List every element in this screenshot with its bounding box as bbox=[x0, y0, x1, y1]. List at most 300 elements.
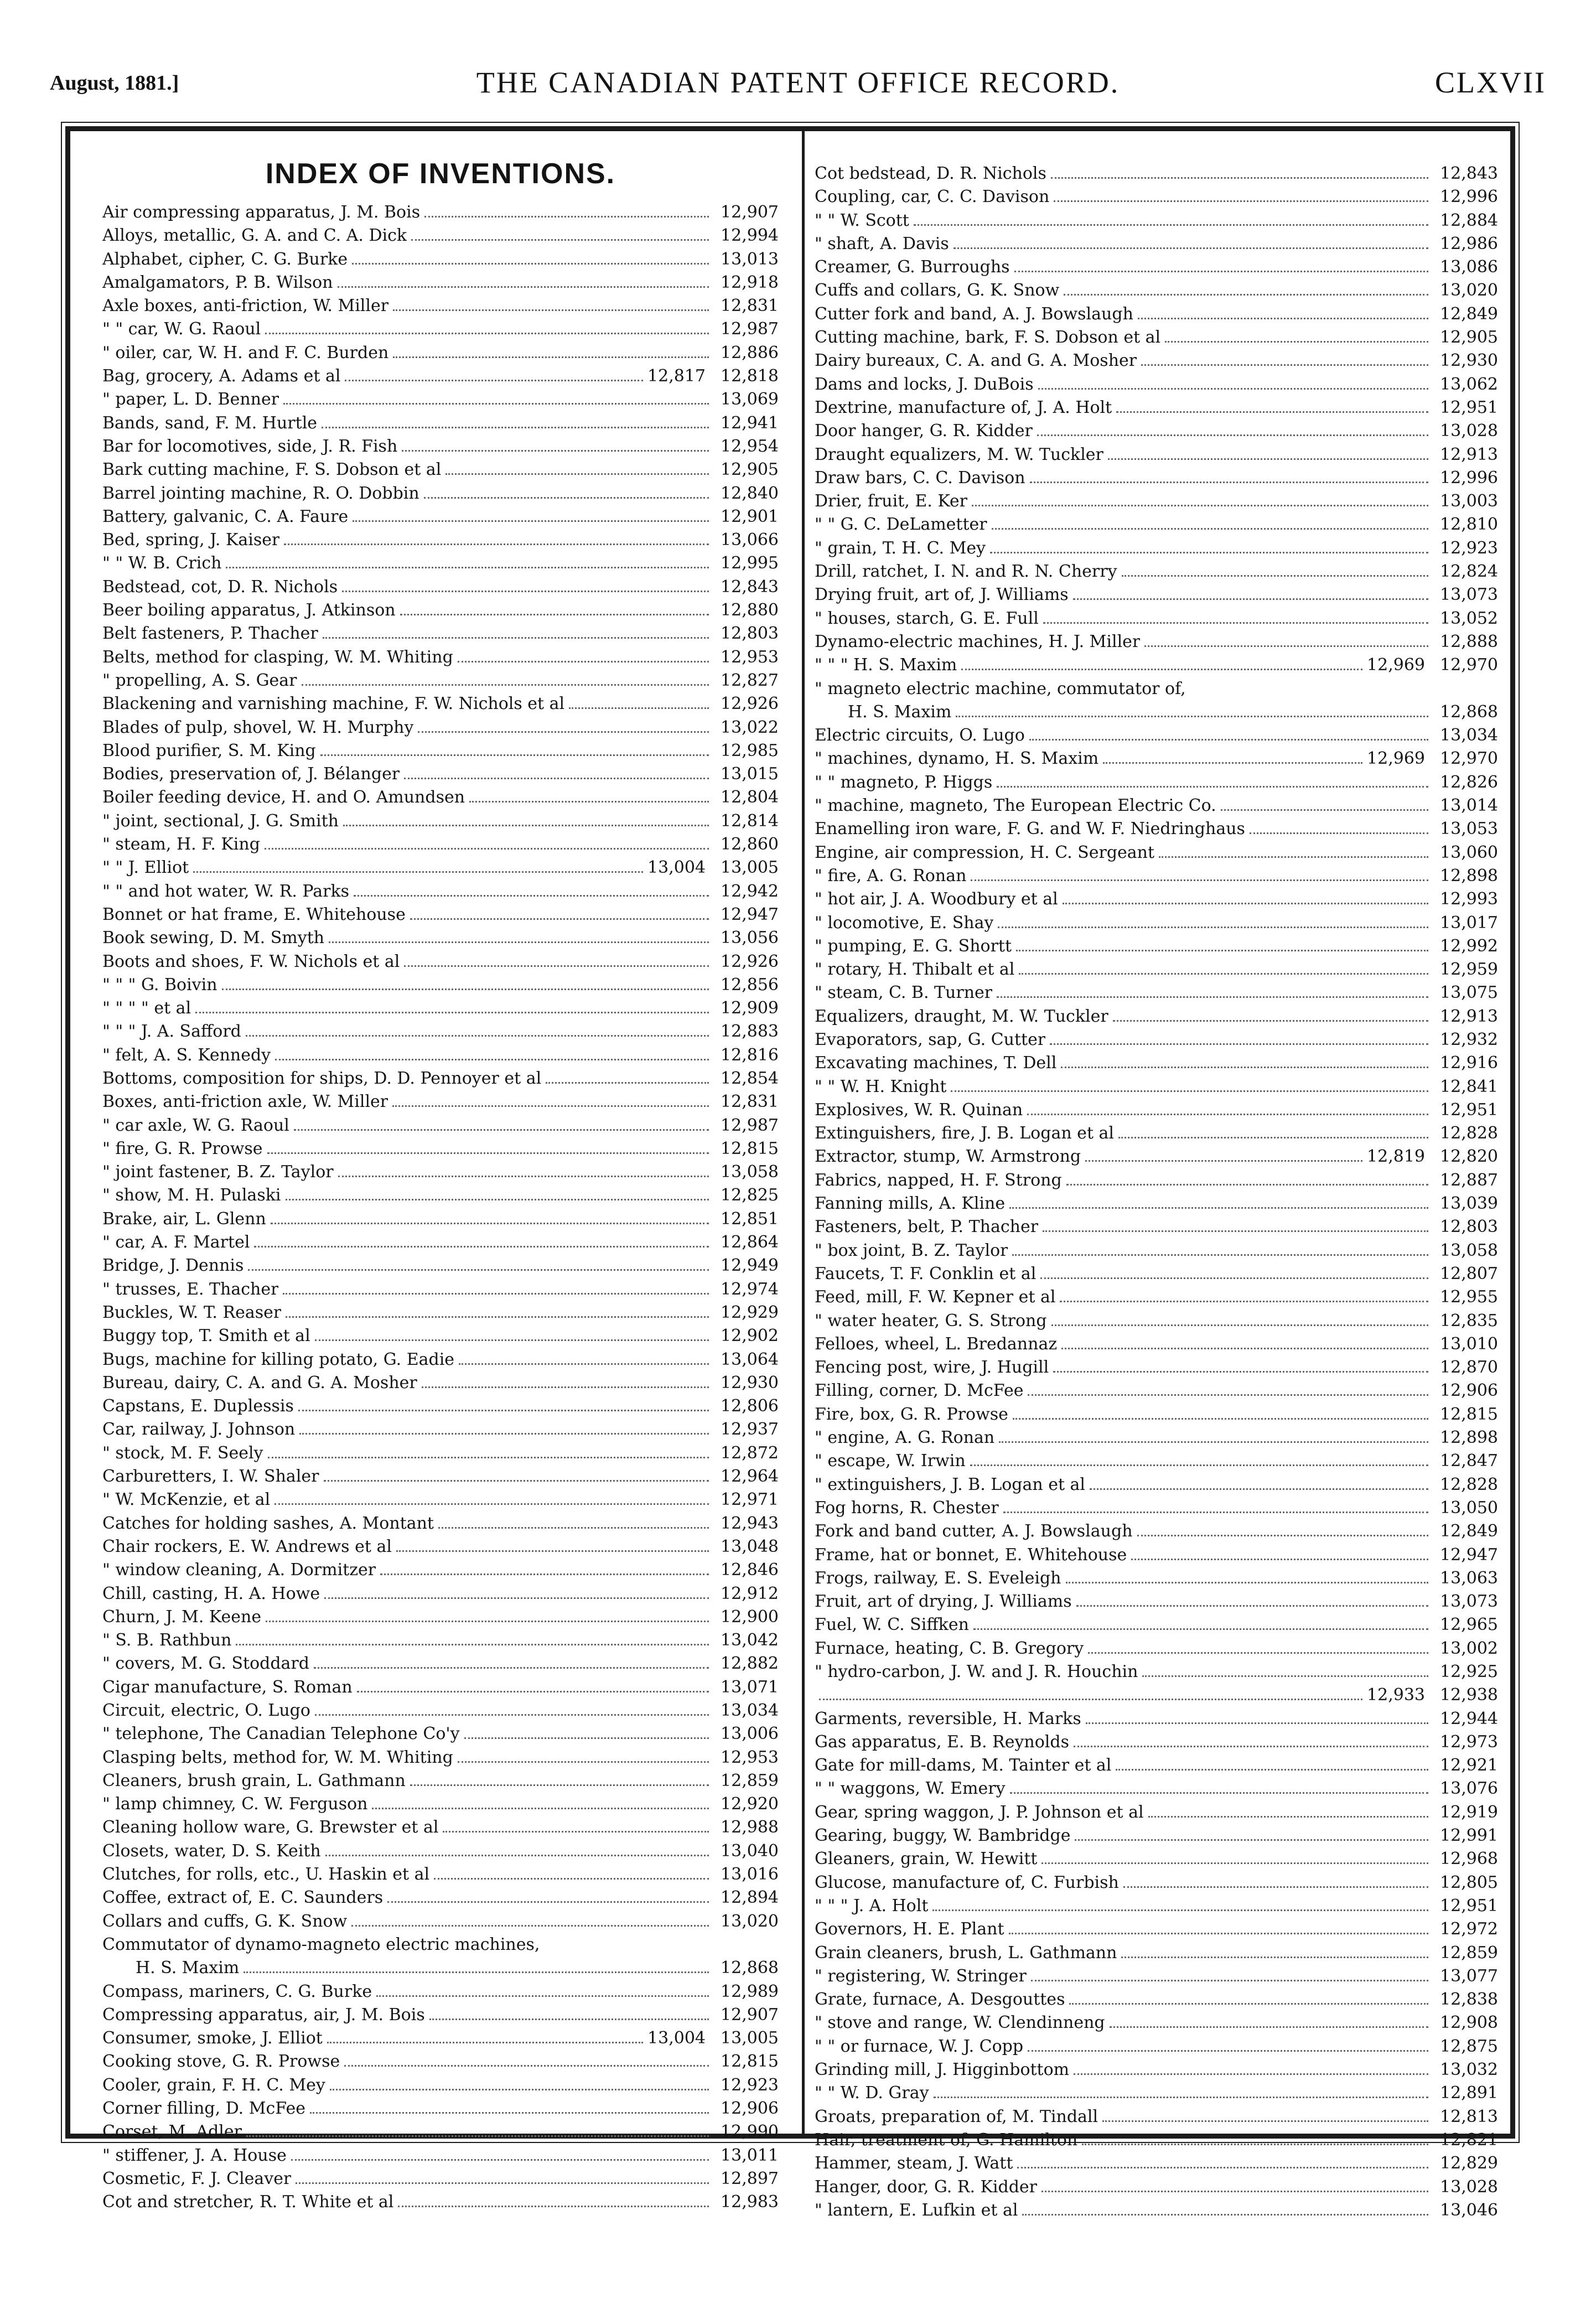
entry-patent-number: 13,062 bbox=[1440, 374, 1498, 394]
index-entry bbox=[102, 833, 779, 856]
entry-text: Corner filling, D. McFee bbox=[102, 2099, 305, 2119]
dot-leader bbox=[1066, 1184, 1428, 1186]
dot-leader bbox=[1009, 1933, 1428, 1934]
dot-leader bbox=[1014, 271, 1428, 272]
index-entry bbox=[102, 692, 779, 716]
entry-patent-number: 13,075 bbox=[1440, 983, 1498, 1003]
index-entry bbox=[102, 1886, 779, 1909]
entry-text: Alloys, metallic, G. A. and C. A. Dick bbox=[102, 226, 407, 246]
entry-patent-number: 12,868 bbox=[721, 1958, 779, 1978]
entry-text: " " or furnace, W. J. Copp bbox=[815, 2036, 1024, 2056]
entry-patent-number: 12,818 bbox=[721, 366, 779, 386]
index-entry bbox=[815, 1637, 1498, 1660]
index-entry bbox=[815, 654, 1498, 677]
dot-leader bbox=[1017, 2167, 1428, 2168]
index-entry bbox=[815, 1310, 1498, 1333]
entry-patent-number: 12,810 bbox=[1440, 515, 1498, 535]
entry-text: Belt fasteners, P. Thacher bbox=[102, 624, 318, 644]
entry-patent-number: 13,013 bbox=[721, 249, 779, 269]
entry-text: " W. McKenzie, et al bbox=[102, 1490, 271, 1510]
entry-patent-number: 12,882 bbox=[721, 1654, 779, 1674]
entry-patent-number: 12,965 bbox=[1440, 1615, 1498, 1635]
entry-patent-number: 12,806 bbox=[721, 1396, 779, 1416]
dot-leader bbox=[1103, 762, 1362, 764]
entry-text: Boiler feeding device, H. and O. Amundsen bbox=[102, 788, 465, 808]
entry-text: " car axle, W. G. Raoul bbox=[102, 1115, 289, 1135]
entry-patent-number: 12,887 bbox=[1440, 1170, 1498, 1190]
entry-text: " " " G. Boivin bbox=[102, 975, 217, 995]
dot-leader bbox=[404, 778, 709, 779]
dot-leader bbox=[393, 309, 709, 311]
dot-leader bbox=[283, 403, 709, 405]
entry-text: " " " H. S. Maxim bbox=[815, 655, 957, 675]
entry-patent-number: 12,974 bbox=[721, 1279, 779, 1299]
dot-leader bbox=[956, 716, 1428, 717]
entry-patent-number: 12,886 bbox=[721, 343, 779, 363]
dot-leader bbox=[1082, 2144, 1428, 2145]
dot-leader bbox=[195, 1012, 709, 1013]
entry-text: Boots and shoes, F. W. Nichols et al bbox=[102, 951, 400, 971]
index-entry bbox=[815, 1801, 1498, 1824]
entry-text: Car, railway, J. Johnson bbox=[102, 1420, 296, 1440]
index-entry bbox=[102, 1137, 779, 1161]
entry-text: Fork and band cutter, A. J. Bowslaugh bbox=[815, 1521, 1133, 1541]
index-entry bbox=[102, 1840, 779, 1863]
dot-leader bbox=[1074, 1746, 1428, 1747]
entry-patent-number: 13,034 bbox=[1440, 726, 1498, 746]
entry-patent-number: 12,947 bbox=[1440, 1545, 1498, 1565]
dot-leader bbox=[248, 1269, 709, 1271]
entry-text: Door hanger, G. R. Kidder bbox=[815, 421, 1033, 441]
entry-text: " window cleaning, A. Dormitzer bbox=[102, 1560, 376, 1580]
entry-text: Bands, sand, F. M. Hurtle bbox=[102, 413, 318, 433]
dot-leader bbox=[236, 1644, 709, 1645]
entry-text: " " waggons, W. Emery bbox=[815, 1779, 1006, 1799]
index-entry bbox=[815, 2129, 1498, 2152]
entry-text: Amalgamators, P. B. Wilson bbox=[102, 272, 333, 292]
dot-leader bbox=[914, 224, 1428, 226]
dot-leader bbox=[1221, 809, 1428, 811]
index-entry bbox=[815, 677, 1498, 701]
index-entry bbox=[102, 1278, 779, 1301]
index-entry bbox=[102, 1090, 779, 1114]
index-entry bbox=[815, 1590, 1498, 1613]
entry-text: Evaporators, sap, G. Cutter bbox=[815, 1029, 1046, 1049]
entry-text: Hammer, steam, J. Watt bbox=[815, 2154, 1013, 2173]
index-entry bbox=[815, 209, 1498, 232]
index-entry bbox=[815, 373, 1498, 396]
index-entry bbox=[102, 974, 779, 997]
index-entry bbox=[102, 1465, 779, 1488]
entry-patent-number: 12,854 bbox=[721, 1068, 779, 1088]
dot-leader bbox=[1116, 1769, 1428, 1771]
index-entry bbox=[102, 412, 779, 435]
index-entry bbox=[102, 880, 779, 903]
dot-leader bbox=[1110, 2026, 1428, 2028]
entry-text: Corset, M. Adler bbox=[102, 2122, 242, 2142]
dot-leader bbox=[330, 2089, 709, 2090]
entry-patent-number: 12,814 bbox=[721, 811, 779, 831]
index-entry bbox=[102, 1816, 779, 1839]
index-entry bbox=[102, 1769, 779, 1793]
entry-patent-number: 12,870 bbox=[1440, 1358, 1498, 1378]
index-entry bbox=[102, 1582, 779, 1606]
entry-patent-number: 12,816 bbox=[721, 1045, 779, 1065]
entry-patent-number: 13,032 bbox=[1440, 2060, 1498, 2080]
entry-patent-number: 12,995 bbox=[721, 553, 779, 573]
entry-patent-number: 13,002 bbox=[1440, 1638, 1498, 1658]
entry-patent-number: 12,838 bbox=[1440, 1990, 1498, 2010]
entry-patent-number: 12,983 bbox=[721, 2192, 779, 2212]
entry-text: " hydro-carbon, J. W. and J. R. Houchin bbox=[815, 1662, 1138, 1681]
entry-text: Frogs, railway, E. S. Eveleigh bbox=[815, 1568, 1061, 1588]
entry-text: Fuel, W. C. Siffken bbox=[815, 1615, 969, 1635]
entry-patent-number: 13,022 bbox=[721, 717, 779, 737]
entry-patent-number: 12,849 bbox=[1440, 1521, 1498, 1541]
entry-text: Compressing apparatus, air, J. M. Bois bbox=[102, 2005, 425, 2025]
entry-patent-number: 12,944 bbox=[1440, 1709, 1498, 1728]
entry-patent-number: 12,985 bbox=[721, 741, 779, 760]
entry-patent-number: 13,060 bbox=[1440, 842, 1498, 862]
entry-text: Book sewing, D. M. Smyth bbox=[102, 928, 325, 948]
dot-leader bbox=[302, 684, 709, 686]
entry-text: Bureau, dairy, C. A. and G. A. Mosher bbox=[102, 1373, 417, 1393]
entry-patent-number: 12,923 bbox=[721, 2075, 779, 2095]
dot-leader bbox=[376, 1995, 709, 1997]
dot-leader bbox=[338, 286, 709, 288]
dot-leader bbox=[1142, 1675, 1428, 1677]
entry-patent-number: 12,888 bbox=[1440, 632, 1498, 651]
entry-text: " steam, C. B. Turner bbox=[815, 983, 993, 1003]
index-entry bbox=[815, 981, 1498, 1005]
entry-patent-number: 12,902 bbox=[721, 1326, 779, 1346]
entry-text: " " W. H. Knight bbox=[815, 1076, 947, 1096]
dot-leader bbox=[1013, 1418, 1428, 1420]
entry-patent-number: 12,835 bbox=[1440, 1311, 1498, 1331]
dot-leader bbox=[265, 848, 709, 850]
index-entry bbox=[815, 396, 1498, 420]
dot-leader bbox=[298, 1410, 709, 1411]
dot-leader bbox=[1028, 1394, 1428, 1396]
dot-leader bbox=[1138, 318, 1428, 319]
index-entry bbox=[815, 1988, 1498, 2011]
entry-patent-number: 12,828 bbox=[1440, 1124, 1498, 1143]
dot-leader bbox=[434, 1878, 709, 1880]
index-entry bbox=[102, 810, 779, 833]
dot-leader bbox=[1051, 1324, 1428, 1326]
entry-text: Chill, casting, H. A. Howe bbox=[102, 1583, 320, 1603]
entry-text: Alphabet, cipher, C. G. Burke bbox=[102, 249, 348, 269]
entry-text: " joint fastener, B. Z. Taylor bbox=[102, 1162, 334, 1182]
entry-patent-number: 13,073 bbox=[1440, 1592, 1498, 1612]
dot-leader bbox=[418, 731, 709, 733]
index-entry bbox=[815, 1239, 1498, 1262]
entry-text: Boxes, anti-friction axle, W. Miller bbox=[102, 1092, 388, 1112]
entry-text: " oiler, car, W. H. and F. C. Burden bbox=[102, 343, 389, 363]
index-entry bbox=[102, 1044, 779, 1067]
entry-patent-number: 12,900 bbox=[721, 1607, 779, 1627]
entry-patent-number: 12,943 bbox=[721, 1513, 779, 1533]
index-entry bbox=[815, 1145, 1498, 1168]
entry-patent-number: 12,991 bbox=[1440, 1826, 1498, 1846]
index-entry bbox=[815, 1847, 1498, 1871]
index-entry bbox=[815, 1356, 1498, 1379]
index-entry bbox=[102, 856, 779, 879]
entry-text: " " W. B. Crich bbox=[102, 553, 222, 573]
dot-leader bbox=[1137, 1535, 1428, 1536]
dot-leader bbox=[992, 528, 1428, 530]
entry-patent-number: 12,941 bbox=[721, 413, 779, 433]
index-entry bbox=[102, 2120, 779, 2144]
index-entry bbox=[102, 1910, 779, 1933]
entry-patent-number: 12,951 bbox=[1440, 1100, 1498, 1120]
entry-text: Axle boxes, anti-friction, W. Miller bbox=[102, 296, 389, 316]
left-column bbox=[102, 157, 779, 2214]
dot-leader bbox=[1041, 2191, 1428, 2192]
entry-patent-number: 12,815 bbox=[721, 1138, 779, 1158]
entry-text: Governors, H. E. Plant bbox=[815, 1919, 1004, 1939]
dot-leader bbox=[998, 927, 1428, 928]
index-entry bbox=[815, 349, 1498, 372]
entry-text: Bridge, J. Dennis bbox=[102, 1256, 244, 1276]
dot-leader bbox=[458, 1761, 709, 1763]
entry-text: " trusses, E. Thacher bbox=[102, 1279, 279, 1299]
entry-text: " felt, A. S. Kennedy bbox=[102, 1045, 271, 1065]
entry-text: Draw bars, C. C. Davison bbox=[815, 468, 1025, 488]
entry-patent-number: 12,968 bbox=[1440, 1849, 1498, 1869]
dot-leader bbox=[971, 879, 1428, 881]
entry-text: Electric circuits, O. Lugo bbox=[815, 726, 1025, 746]
entry-patent-number: 12,973 bbox=[1440, 1732, 1498, 1752]
entry-patent-number: 12,921 bbox=[1440, 1756, 1498, 1776]
entry-patent-number: 12,813 bbox=[1440, 2106, 1498, 2126]
entry-text: " " G. C. DeLametter bbox=[815, 515, 987, 535]
entry-text: Drill, ratchet, I. N. and R. N. Cherry bbox=[815, 562, 1117, 582]
entry-text: " lantern, E. Lufkin et al bbox=[815, 2200, 1018, 2220]
index-entry bbox=[102, 622, 779, 645]
index-entry bbox=[815, 888, 1498, 911]
dot-leader bbox=[1028, 2050, 1428, 2052]
entry-patent-number: 13,005 bbox=[721, 2028, 779, 2048]
dot-leader bbox=[445, 473, 709, 475]
dot-leader bbox=[1063, 903, 1428, 904]
dot-leader bbox=[343, 825, 709, 826]
entry-patent-number: 12,815 bbox=[721, 2052, 779, 2072]
dot-leader bbox=[1050, 1043, 1428, 1045]
entry-patent-number: 12,831 bbox=[721, 296, 779, 316]
entry-patent-number: 13,040 bbox=[721, 1841, 779, 1861]
entry-text: " box joint, B. Z. Taylor bbox=[815, 1240, 1008, 1260]
index-entry bbox=[815, 185, 1498, 209]
entry-patent-number: 12,953 bbox=[721, 1747, 779, 1767]
entry-patent-number: 12,891 bbox=[1440, 2083, 1498, 2103]
dot-leader bbox=[1085, 1160, 1362, 1162]
entry-patent-number: 13,066 bbox=[721, 530, 779, 550]
index-entry bbox=[102, 1067, 779, 1090]
index-entry bbox=[102, 294, 779, 318]
entry-text: Extractor, stump, W. Armstrong bbox=[815, 1147, 1081, 1167]
index-entry bbox=[815, 303, 1498, 326]
entry-text: " joint, sectional, J. G. Smith bbox=[102, 811, 339, 831]
dot-leader bbox=[1141, 364, 1428, 366]
entry-patent-number: 12,925 bbox=[1440, 1662, 1498, 1681]
dot-leader bbox=[1051, 177, 1428, 179]
dot-leader bbox=[410, 1784, 709, 1786]
index-entry bbox=[102, 1020, 779, 1043]
entry-patent-number: 12,905 bbox=[1440, 328, 1498, 348]
index-entry bbox=[815, 1684, 1498, 1707]
index-entry bbox=[102, 2074, 779, 2097]
dot-leader bbox=[352, 263, 709, 265]
dot-leader bbox=[1165, 341, 1428, 343]
index-entry bbox=[815, 2035, 1498, 2058]
entry-text: Bark cutting machine, F. S. Dobson et al bbox=[102, 460, 442, 480]
entry-text: " " W. D. Gray bbox=[815, 2083, 929, 2103]
dot-leader bbox=[275, 1059, 709, 1060]
index-entry bbox=[102, 2027, 779, 2050]
index-entry bbox=[102, 248, 779, 271]
dot-leader bbox=[1118, 1137, 1428, 1138]
entry-text: " telephone, The Canadian Telephone Co'y bbox=[102, 1724, 460, 1744]
entry-patent-number: 13,017 bbox=[1440, 913, 1498, 933]
entry-patent-number: 13,020 bbox=[721, 1911, 779, 1931]
dot-leader bbox=[1041, 1862, 1428, 1864]
index-entry bbox=[815, 560, 1498, 583]
dot-leader bbox=[400, 614, 709, 615]
entry-patent-number: 12,851 bbox=[721, 1209, 779, 1229]
entry-text: Fog horns, R. Chester bbox=[815, 1498, 999, 1518]
dot-leader bbox=[193, 871, 643, 873]
dot-leader bbox=[398, 2206, 709, 2207]
dot-leader bbox=[1040, 1277, 1428, 1279]
entry-text: Equalizers, draught, M. W. Tuckler bbox=[815, 1006, 1108, 1026]
entry-patent-number: 12,923 bbox=[1440, 538, 1498, 558]
dot-leader bbox=[353, 520, 709, 522]
entry-patent-number: 12,859 bbox=[1440, 1943, 1498, 1963]
dot-leader bbox=[1012, 1254, 1428, 1256]
entry-patent-number: 12,907 bbox=[721, 203, 779, 222]
index-entry bbox=[815, 724, 1498, 747]
index-entry bbox=[102, 2191, 779, 2214]
dot-leader bbox=[1088, 1652, 1428, 1654]
index-entry bbox=[815, 1426, 1498, 1450]
entry-alt-number: 12,819 bbox=[1367, 1147, 1425, 1167]
index-entry bbox=[102, 1606, 779, 1629]
entry-patent-number: 13,071 bbox=[721, 1677, 779, 1697]
dot-leader bbox=[443, 1831, 709, 1833]
entry-text: " " and hot water, W. R. Parks bbox=[102, 881, 350, 901]
entry-patent-number: 13,069 bbox=[721, 390, 779, 410]
entry-text: Cleaning hollow ware, G. Brewster et al bbox=[102, 1818, 439, 1838]
dot-leader bbox=[342, 591, 709, 592]
entry-text: Brake, air, L. Glenn bbox=[102, 1209, 266, 1229]
entry-text: Coupling, car, C. C. Davison bbox=[815, 187, 1050, 207]
index-entry bbox=[102, 505, 779, 529]
index-entry bbox=[815, 1754, 1498, 1777]
dot-leader bbox=[226, 567, 709, 568]
dot-leader bbox=[1076, 1605, 1428, 1607]
entry-patent-number: 12,803 bbox=[1440, 1217, 1498, 1237]
entry-patent-number: 12,826 bbox=[1440, 772, 1498, 792]
entry-text: Barrel jointing machine, R. O. Dobbin bbox=[102, 483, 419, 503]
dot-leader bbox=[338, 1176, 709, 1177]
entry-patent-number: 12,897 bbox=[721, 2168, 779, 2188]
entry-text: Belts, method for clasping, W. M. Whiting bbox=[102, 647, 453, 667]
dot-leader bbox=[222, 988, 709, 990]
entry-text: Bedstead, cot, D. R. Nichols bbox=[102, 577, 338, 597]
index-entry bbox=[102, 435, 779, 458]
index-entry bbox=[815, 1942, 1498, 1965]
index-entry bbox=[102, 2004, 779, 2027]
dot-leader bbox=[284, 544, 709, 545]
entry-patent-number: 13,034 bbox=[721, 1701, 779, 1720]
entry-patent-number: 12,913 bbox=[1440, 1006, 1498, 1026]
dot-leader bbox=[1148, 1816, 1428, 1818]
entry-patent-number: 13,086 bbox=[1440, 257, 1498, 277]
publication-title: THE CANADIAN PATENT OFFICE RECORD. bbox=[476, 66, 1120, 99]
dot-leader bbox=[934, 2097, 1428, 2098]
entry-text: " machines, dynamo, H. S. Maxim bbox=[815, 749, 1099, 769]
entry-text: Collars and cuffs, G. K. Snow bbox=[102, 1911, 348, 1931]
entry-patent-number: 12,996 bbox=[1440, 468, 1498, 488]
entry-patent-number: 13,005 bbox=[721, 858, 779, 878]
dot-leader bbox=[291, 2159, 709, 2161]
entry-patent-number: 12,930 bbox=[1440, 351, 1498, 371]
entry-patent-number: 13,014 bbox=[1440, 796, 1498, 816]
index-entry bbox=[102, 927, 779, 950]
entry-text: Closets, water, D. S. Keith bbox=[102, 1841, 321, 1861]
dot-leader bbox=[961, 669, 1362, 670]
entry-patent-number: 12,840 bbox=[721, 483, 779, 503]
index-entry bbox=[815, 162, 1498, 185]
index-entry bbox=[102, 552, 779, 575]
entry-patent-number: 12,898 bbox=[1440, 866, 1498, 886]
entry-patent-number: 12,907 bbox=[721, 2005, 779, 2025]
index-entry bbox=[102, 458, 779, 482]
entry-patent-number: 12,901 bbox=[721, 506, 779, 526]
index-entry bbox=[815, 1379, 1498, 1402]
entry-text: " registering, W. Stringer bbox=[815, 1966, 1027, 1986]
index-entry bbox=[815, 1473, 1498, 1497]
entry-patent-number: 13,039 bbox=[1440, 1194, 1498, 1214]
dot-leader bbox=[310, 2112, 709, 2114]
entry-patent-number: 13,015 bbox=[721, 764, 779, 784]
entry-text: Cooking stove, G. R. Prowse bbox=[102, 2052, 340, 2072]
entry-patent-number: 12,856 bbox=[721, 975, 779, 995]
entry-text: " show, M. H. Pulaski bbox=[102, 1186, 281, 1205]
entry-text: " " J. Elliot bbox=[102, 858, 189, 878]
entry-patent-number: 12,987 bbox=[721, 319, 779, 339]
dot-leader bbox=[329, 941, 709, 943]
entry-text: " S. B. Rathbun bbox=[102, 1631, 232, 1650]
dot-leader bbox=[1086, 1722, 1428, 1724]
entry-text: " car, A. F. Martel bbox=[102, 1233, 250, 1252]
entry-patent-number: 12,846 bbox=[721, 1560, 779, 1580]
entry-text: Blood purifier, S. M. King bbox=[102, 741, 316, 760]
index-entry bbox=[815, 2011, 1498, 2035]
dot-leader bbox=[246, 2135, 709, 2137]
index-entry bbox=[102, 646, 779, 669]
entry-text: Fanning mills, A. Kline bbox=[815, 1194, 1006, 1214]
dot-leader bbox=[322, 427, 709, 428]
dot-leader bbox=[1066, 1582, 1428, 1583]
entry-patent-number: 12,815 bbox=[1440, 1404, 1498, 1424]
index-entry bbox=[102, 1535, 779, 1559]
entry-alt-number: 13,004 bbox=[647, 2028, 706, 2048]
dot-leader bbox=[1016, 950, 1428, 951]
index-entry bbox=[815, 2176, 1498, 2199]
dot-leader bbox=[396, 1550, 709, 1552]
